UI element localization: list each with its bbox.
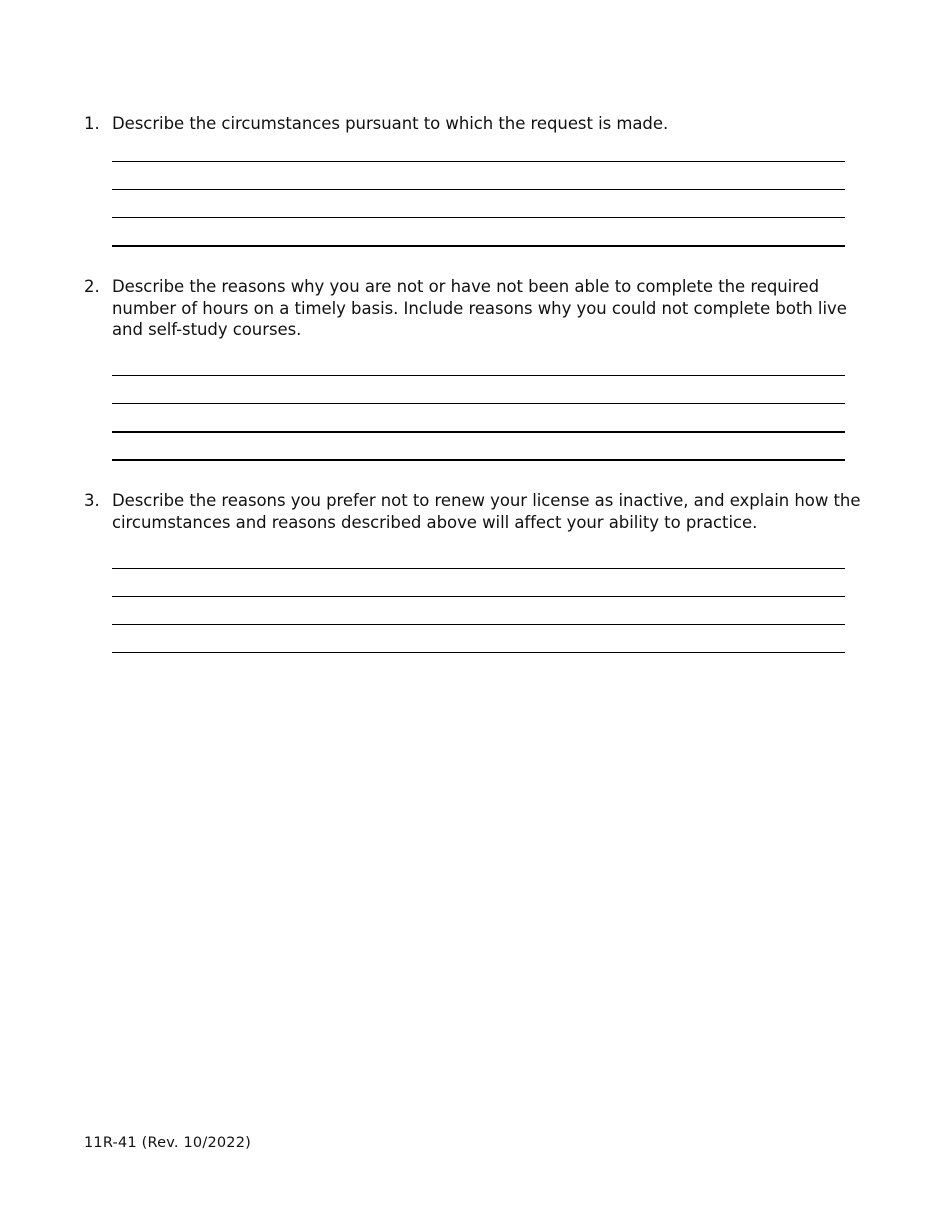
question-text: Describe the circumstances pursuant to which the request is made.	[112, 114, 669, 133]
answer-line-3-3[interactable]	[112, 624, 845, 625]
answer-line-1-3[interactable]	[112, 217, 845, 218]
question-number: 1.	[84, 114, 100, 133]
answer-line-2-1[interactable]	[112, 375, 845, 376]
answer-line-1-2[interactable]	[112, 189, 845, 190]
answer-line-1-4[interactable]	[112, 245, 845, 247]
answer-line-2-2[interactable]	[112, 403, 845, 404]
answer-line-2-4[interactable]	[112, 459, 845, 461]
question-text: Describe the reasons why you are not or have not been able to complete the required number of hours on a timely basis. Include reasons why you could not complete both live and self-study courses.	[112, 277, 847, 339]
answer-line-3-4[interactable]	[112, 652, 845, 653]
answer-line-3-2[interactable]	[112, 596, 845, 597]
answer-line-1-1[interactable]	[112, 161, 845, 162]
form-id-label: 11R-41 (Rev. 10/2022)	[84, 1135, 251, 1151]
question-number: 3.	[84, 491, 100, 510]
question-number: 2.	[84, 277, 100, 296]
question-text: Describe the reasons you prefer not to renew your license as inactive, and explain how the circumstances and reasons described above will affect your ability to practice.	[112, 491, 861, 532]
answer-line-3-1[interactable]	[112, 568, 845, 569]
answer-line-2-3[interactable]	[112, 431, 845, 433]
